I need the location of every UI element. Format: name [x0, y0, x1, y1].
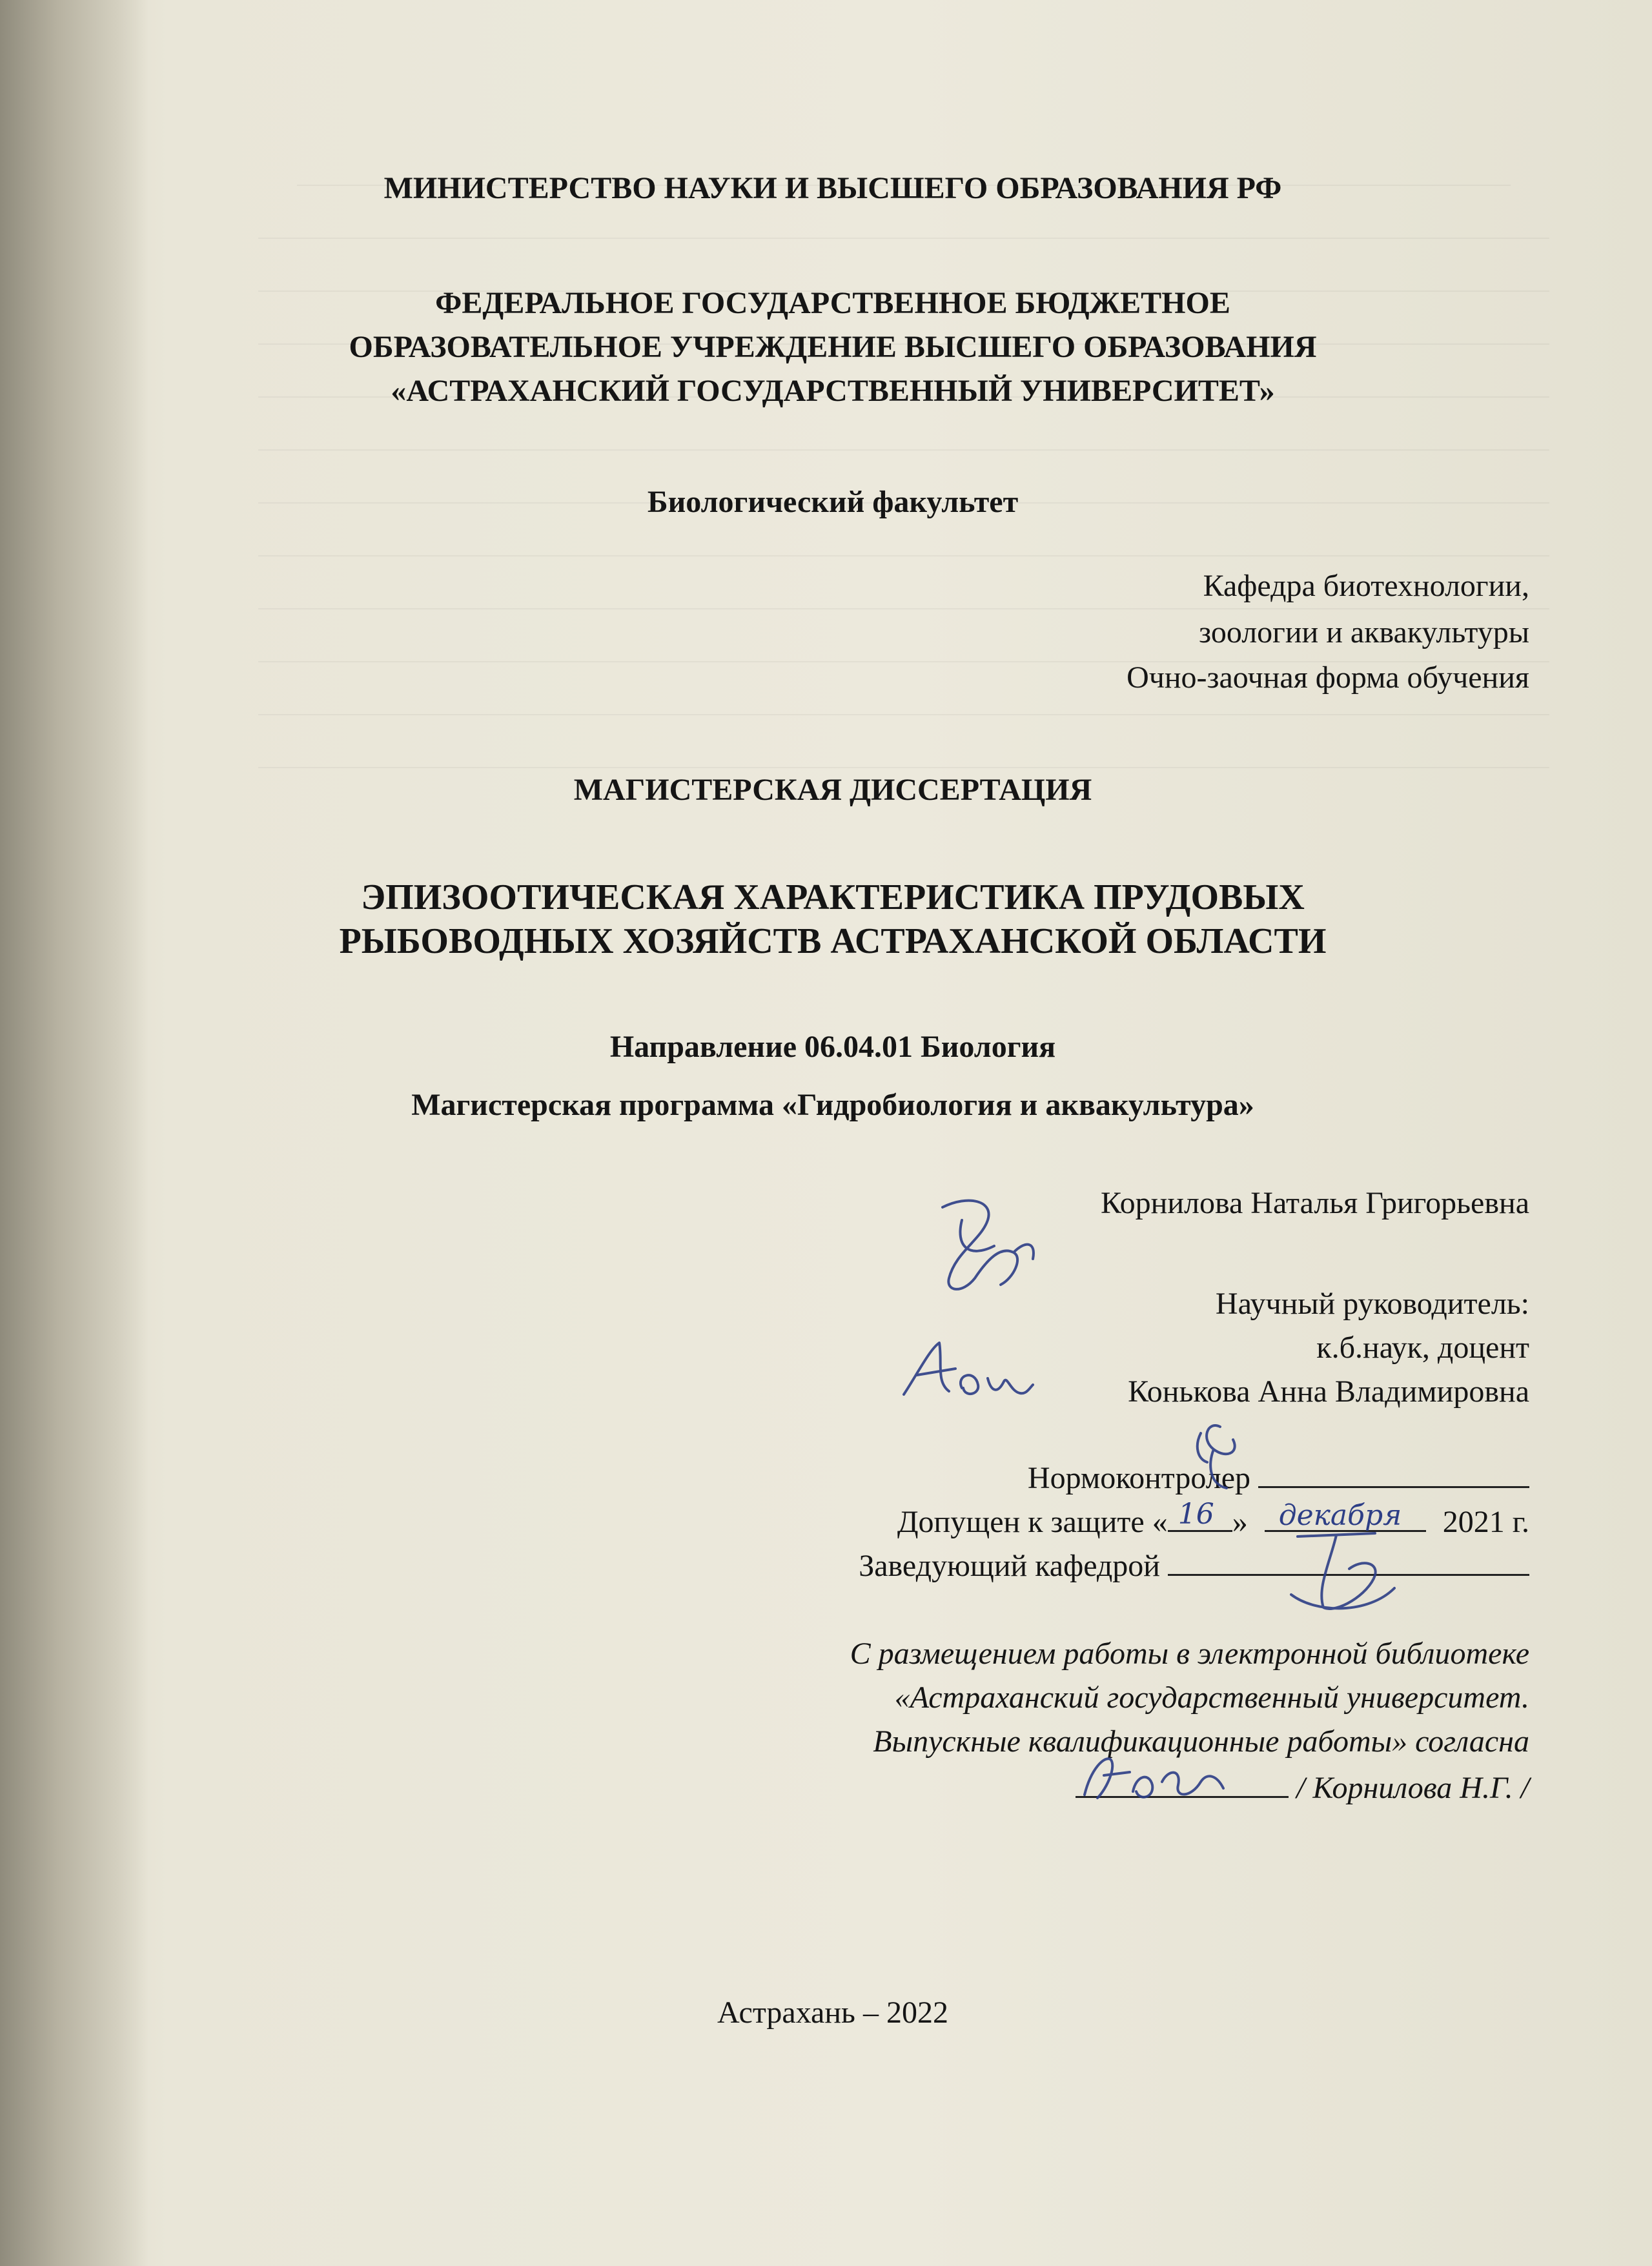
- thesis-title-line-2: РЫБОВОДНЫХ ХОЗЯЙСТВ АСТРАХАНСКОЙ ОБЛАСТИ: [339, 921, 1327, 961]
- institution-line-1: ФЕДЕРАЛЬНОЕ ГОСУДАРСТВЕННОЕ БЮДЖЕТНОЕ: [435, 286, 1230, 320]
- normcontrol-row: [1028, 1455, 1529, 1499]
- library-consent-line-1: С размещением работы в электронной библиотеке: [850, 1637, 1529, 1671]
- supervisor-label: Научный руководитель:: [1215, 1287, 1529, 1321]
- normcontrol-signature-line: [1258, 1455, 1529, 1488]
- admitted-prefix: Допущен к защите «: [897, 1505, 1168, 1539]
- author-signature: [917, 1181, 1046, 1311]
- supervisor-degree: к.б.наук, доцент: [1316, 1331, 1529, 1365]
- library-consent-line-2: «Астраханский государственный университет.: [894, 1680, 1529, 1715]
- author-name: Корнилова Наталья Григорьевна: [1101, 1186, 1529, 1220]
- normcontrol-signature: [1181, 1414, 1259, 1498]
- study-form: Очно-заочная форма обучения: [1127, 660, 1529, 695]
- department-line-2: зоологии и аквакультуры: [1199, 615, 1529, 649]
- faculty: Биологический факультет: [647, 485, 1019, 519]
- library-consent-signature: [1072, 1743, 1233, 1814]
- institution-line-3: «АСТРАХАНСКИЙ ГОСУДАРСТВЕННЫЙ УНИВЕРСИТЕТ»: [391, 374, 1275, 408]
- supervisor-name: Конькова Анна Владимировна: [1128, 1374, 1529, 1409]
- admitted-year: 2021 г.: [1442, 1505, 1529, 1539]
- ministry-heading: МИНИСТЕРСТВО НАУКИ И ВЫСШЕГО ОБРАЗОВАНИЯ РФ: [383, 171, 1282, 205]
- admitted-month: декабря: [1278, 1499, 1402, 1532]
- department-line-1: Кафедра биотехнологии,: [1203, 569, 1529, 603]
- work-type: МАГИСТЕРСКАЯ ДИССЕРТАЦИЯ: [573, 773, 1092, 807]
- library-consent-line-3: Выпускные квалификационные работы» согласна: [873, 1724, 1529, 1759]
- supervisor-signature: [891, 1330, 1039, 1414]
- city-year: Астрахань – 2022: [717, 1996, 948, 2030]
- head-row: [859, 1543, 1529, 1587]
- program: Магистерская программа «Гидробиология и аквакультура»: [411, 1088, 1254, 1122]
- admitted-day: 16: [1178, 1498, 1214, 1531]
- institution-line-2: ОБРАЗОВАТЕЛЬНОЕ УЧРЕЖДЕНИЕ ВЫСШЕГО ОБРАЗОВАНИЯ: [349, 330, 1317, 364]
- normcontrol-label: Нормоконтролер: [1027, 1461, 1250, 1495]
- admitted-row: [897, 1499, 1529, 1543]
- library-consent-line-4: / Корнилова Н.Г. /: [1296, 1771, 1529, 1805]
- direction: Направление 06.04.01 Биология: [609, 1030, 1056, 1064]
- binding-shadow: [0, 0, 148, 2266]
- admitted-quote-close: »: [1232, 1505, 1248, 1539]
- head-label: Заведующий кафедрой: [859, 1549, 1160, 1583]
- thesis-title-line-1: ЭПИЗООТИЧЕСКАЯ ХАРАКТЕРИСТИКА ПРУДОВЫХ: [361, 877, 1305, 917]
- admitted-day-field: [1168, 1499, 1232, 1532]
- head-signature: [1278, 1524, 1407, 1620]
